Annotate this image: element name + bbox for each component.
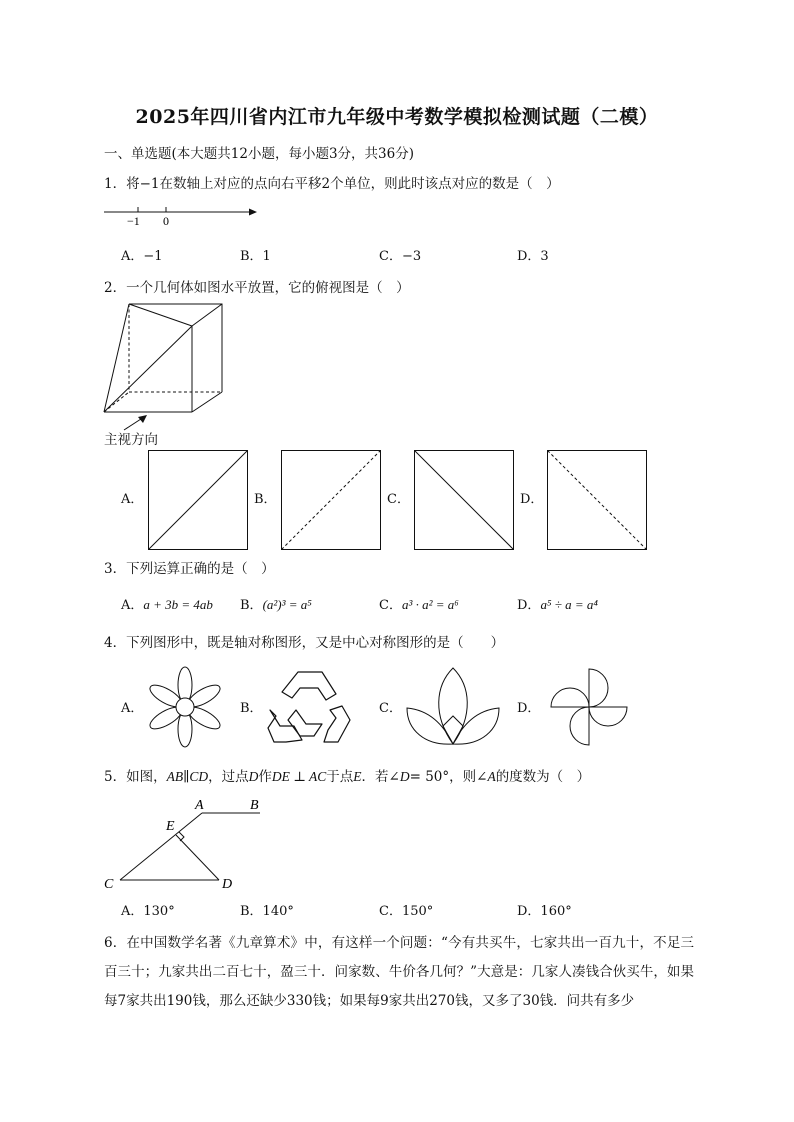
q2-option-d-figure[interactable] (547, 450, 647, 550)
question-6-stem: 6．在中国数学名著《九章算术》中，有这样一个问题：“今有共买牛，七家共出一百九十，不足三百三十；九家共出二百七十，盈三十．问家数、牛价各几何？”大意是：几家人凑钱合伙买牛，如果每7家共出190钱，那么还缺少330钱；如果每9家共出270钱，又多了30钱．问共有多少 (104, 935, 694, 1009)
q5-stem-math: AB∥CD (166, 769, 209, 784)
q4-option-a-label[interactable]: A． (121, 701, 144, 716)
q4-option-b-label[interactable]: B． (240, 701, 263, 716)
q5-stem-math: D (248, 769, 259, 784)
q3-option-a[interactable] (121, 596, 213, 615)
q3-option-b-expr: (a²)³ = a⁵ (262, 597, 312, 612)
q4-option-c-label[interactable]: C． (379, 701, 402, 716)
number-line-figure (100, 200, 270, 230)
q1-option-d[interactable]: D．3 (517, 249, 549, 264)
q5-stem-math: A (487, 769, 496, 784)
q4-option-d-label[interactable]: D． (517, 701, 541, 716)
question-3-stem: 3．下列运算正确的是（ ） (104, 561, 275, 577)
question-5-stem (104, 768, 590, 786)
page-title: 2025年四川省内江市九年级中考数学模拟检测试题（二模） (135, 106, 659, 128)
q5-stem-part: = 50°，则∠ (409, 769, 488, 785)
view-direction-label: 主视方向 (104, 432, 158, 448)
q4-option-d-pinwheel-figure[interactable] (543, 664, 635, 750)
question-4-stem: 4．下列图形中，既是轴对称图形，又是中心对称图形的是（ ） (104, 635, 505, 651)
q2-option-b-figure[interactable] (281, 450, 381, 550)
q2-option-d-label[interactable]: D． (520, 492, 544, 507)
triangle-figure (100, 792, 280, 897)
q5-stem-part: 5．如图， (104, 769, 167, 785)
q2-option-b-label[interactable]: B． (254, 492, 277, 507)
tick-label-zero: 0 (163, 214, 169, 228)
solid-figure (100, 300, 230, 450)
q5-stem-part: 作 (258, 769, 272, 785)
q4-option-a-flower-figure[interactable] (145, 666, 229, 750)
q5-stem-part: ，过点 (208, 769, 249, 785)
q3-option-d[interactable] (517, 596, 598, 615)
q5-option-b[interactable]: B．140° (240, 904, 294, 919)
point-label-c: C (104, 877, 114, 892)
q3-option-a-label: A． (121, 598, 144, 613)
q3-option-d-label: D． (517, 598, 541, 613)
q5-stem-part: ．若∠ (361, 769, 400, 785)
question-2-stem: 2．一个几何体如图水平放置，它的俯视图是（ ） (104, 280, 410, 296)
q3-option-c[interactable] (379, 596, 459, 615)
q5-option-d[interactable]: D．160° (517, 904, 572, 919)
q5-stem-math: DE ⊥ AC (271, 769, 327, 784)
point-label-e: E (166, 819, 175, 834)
q2-option-c-figure[interactable] (414, 450, 514, 550)
q5-stem-part: 的度数为（ ） (495, 769, 591, 785)
tick-label-minus-one: −1 (127, 214, 140, 228)
q3-option-b[interactable] (240, 596, 312, 615)
q5-stem-part: 于点 (326, 769, 354, 785)
q5-option-c[interactable]: C．150° (379, 904, 434, 919)
q2-option-a-figure[interactable] (148, 450, 248, 550)
point-label-d: D (222, 877, 233, 892)
q4-option-c-lotus-figure[interactable] (405, 664, 501, 750)
q5-option-a[interactable]: A．130° (121, 904, 175, 919)
section-heading: 一、单选题(本大题共12小题，每小题3分，共36分) (104, 146, 414, 162)
point-label-b: B (250, 798, 259, 813)
q1-option-c[interactable]: C．−3 (379, 249, 422, 264)
number-line-arrow (249, 209, 257, 216)
q4-option-b-recycle-figure[interactable] (266, 670, 352, 746)
q2-option-c-label[interactable]: C． (387, 492, 410, 507)
q3-option-a-expr: a + 3b = 4ab (143, 597, 213, 612)
question-1-stem: 1．将−1在数轴上对应的点向右平移2个单位，则此时该点对应的数是（ ） (104, 176, 560, 192)
q3-option-d-expr: a⁵ ÷ a = a⁴ (540, 597, 598, 612)
q2-option-a-label[interactable]: A． (121, 492, 144, 507)
q3-option-c-label: C． (379, 598, 402, 613)
q5-stem-math: D (399, 769, 410, 784)
q1-option-b[interactable]: B．1 (240, 249, 271, 264)
q1-option-a[interactable]: A．−1 (121, 249, 163, 264)
point-label-a: A (195, 798, 204, 813)
q3-option-b-label: B． (240, 598, 263, 613)
q3-option-c-expr: a³ · a² = a⁶ (401, 597, 459, 612)
q5-stem-math: E (353, 769, 362, 784)
